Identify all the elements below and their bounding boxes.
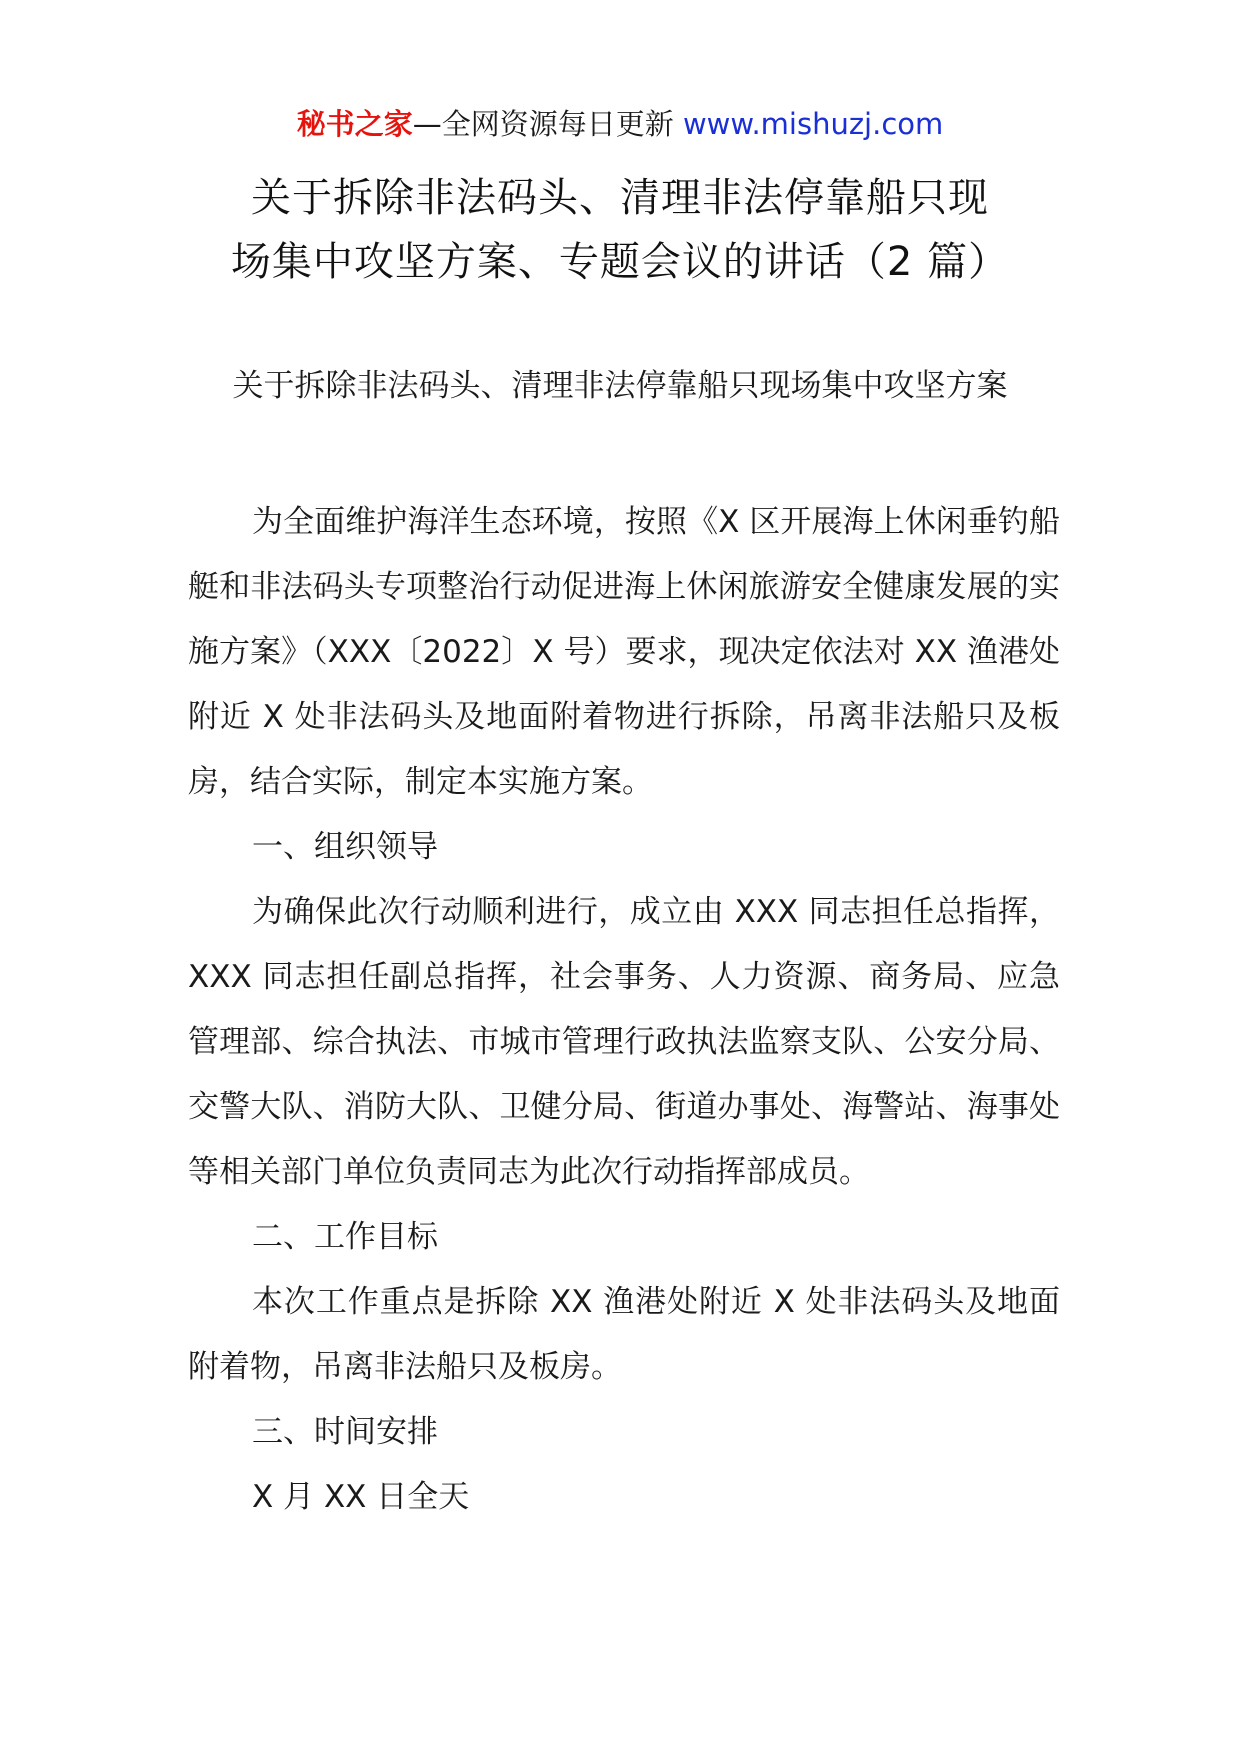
paragraph-schedule: X 月 XX 日全天: [252, 1479, 470, 1515]
document-body: [188, 490, 1060, 1530]
heading-organization: 一、组织领导: [252, 829, 438, 865]
site-header: [0, 104, 1240, 144]
section-subtitle: 关于拆除非法码头、清理非法停靠船只现场集中攻坚方案: [232, 368, 1008, 404]
heading-schedule: 三、时间安排: [252, 1414, 438, 1450]
document-title-line-2: 场集中攻坚方案、专题会议的讲话（2 篇）: [230, 239, 1010, 285]
document-title-line-1: 关于拆除非法码头、清理非法停靠船只现: [251, 175, 989, 221]
paragraph-organization: 为确保此次行动顺利进行，成立由 XXX 同志担任总指挥，XXX 同志担任副总指挥，社会事务、人力资源、商务局、应急管理部、综合执法、市城市管理行政执法监察支队、公安分局、交警大队、消防大队、卫健分局、街道办事处、海警站、海事处等相关部门单位负责同志为此次行动指挥部成员。: [188, 894, 1060, 1190]
paragraph-intro: 为全面维护海洋生态环境，按照《X 区开展海上休闲垂钓船艇和非法码头专项整治行动促进海上休闲旅游安全健康发展的实施方案》（XXX〔2022〕X 号）要求，现决定依法对 XX 渔港处附近 X 处非法码头及地面附着物进行拆除，吊离非法船只及板房，结合实际，制定本实施方案。: [188, 504, 1060, 800]
document-title: [150, 166, 1090, 294]
header-tagline: —全网资源每日更新: [412, 107, 674, 141]
heading-goals: 二、工作目标: [252, 1219, 438, 1255]
paragraph-goals: 本次工作重点是拆除 XX 渔港处附近 X 处非法码头及地面附着物，吊离非法船只及板房。: [188, 1284, 1060, 1385]
site-url-link[interactable]: www.mishuzj.com: [682, 107, 944, 141]
brand-name: 秘书之家: [296, 107, 413, 141]
